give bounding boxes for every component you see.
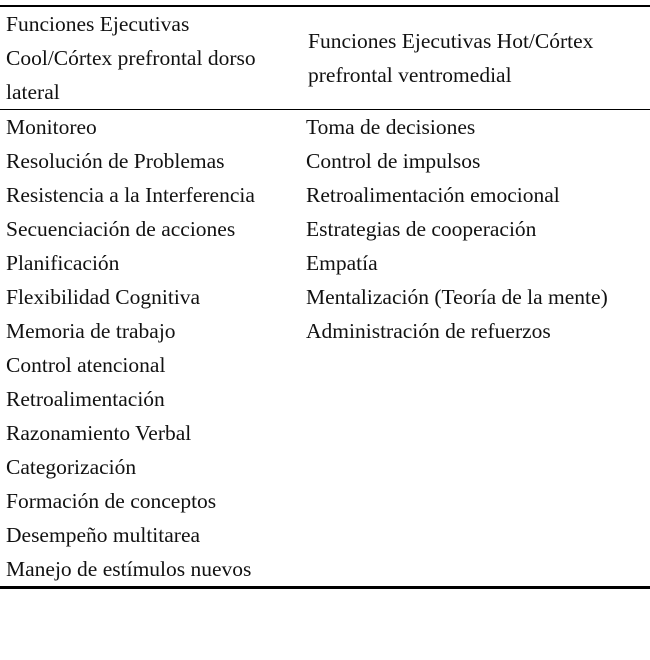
table-header xyxy=(0,6,650,110)
table-row xyxy=(0,178,650,212)
cool-function-cell: Retroalimentación xyxy=(6,387,165,411)
header-cool-functions: Funciones Ejecutivas Cool/Córtex prefrontal dorso lateral xyxy=(6,12,256,104)
hot-function-cell: Toma de decisiones xyxy=(306,115,476,139)
table-row xyxy=(0,450,650,484)
hot-function-cell xyxy=(302,348,650,382)
table-row xyxy=(0,246,650,280)
hot-function-cell xyxy=(302,382,650,416)
hot-function-cell xyxy=(302,416,650,450)
cool-function-cell: Manejo de estímulos nuevos xyxy=(6,557,252,581)
cool-function-cell: Desempeño multitarea xyxy=(6,523,201,547)
hot-function-cell xyxy=(302,484,650,518)
hot-function-cell: Mentalización (Teoría de la mente) xyxy=(306,285,608,309)
header-hot-functions: Funciones Ejecutivas Hot/Córtex prefrontal ventromedial xyxy=(308,29,594,87)
executive-functions-table-container xyxy=(0,5,650,589)
table-row xyxy=(0,518,650,552)
hot-function-cell xyxy=(302,518,650,552)
hot-function-cell: Estrategias de cooperación xyxy=(306,217,537,241)
table-row xyxy=(0,484,650,518)
cool-function-cell: Planificación xyxy=(6,251,120,275)
hot-function-cell: Retroalimentación emocional xyxy=(306,183,560,207)
hot-function-cell: Empatía xyxy=(306,251,378,275)
cool-function-cell: Flexibilidad Cognitiva xyxy=(6,285,201,309)
cool-function-cell: Memoria de trabajo xyxy=(6,319,176,343)
table-row xyxy=(0,552,650,588)
table-row xyxy=(0,416,650,450)
table-row xyxy=(0,110,650,145)
cool-function-cell: Formación de conceptos xyxy=(6,489,217,513)
cool-function-cell: Razonamiento Verbal xyxy=(6,421,192,445)
table-row xyxy=(0,280,650,314)
table-body xyxy=(0,110,650,588)
header-row xyxy=(0,6,650,110)
cool-function-cell: Categorización xyxy=(6,455,137,479)
executive-functions-table xyxy=(0,5,650,589)
cool-function-cell: Monitoreo xyxy=(6,115,97,139)
table-row xyxy=(0,212,650,246)
table-row xyxy=(0,348,650,382)
table-row xyxy=(0,144,650,178)
table-row xyxy=(0,382,650,416)
cool-function-cell: Control atencional xyxy=(6,353,166,377)
cool-function-cell: Resistencia a la Interferencia xyxy=(6,183,255,207)
hot-function-cell xyxy=(302,552,650,588)
hot-function-cell xyxy=(302,450,650,484)
cool-function-cell: Resolución de Problemas xyxy=(6,149,225,173)
cool-function-cell: Secuenciación de acciones xyxy=(6,217,236,241)
hot-function-cell: Control de impulsos xyxy=(306,149,481,173)
table-row xyxy=(0,314,650,348)
hot-function-cell: Administración de refuerzos xyxy=(306,319,551,343)
